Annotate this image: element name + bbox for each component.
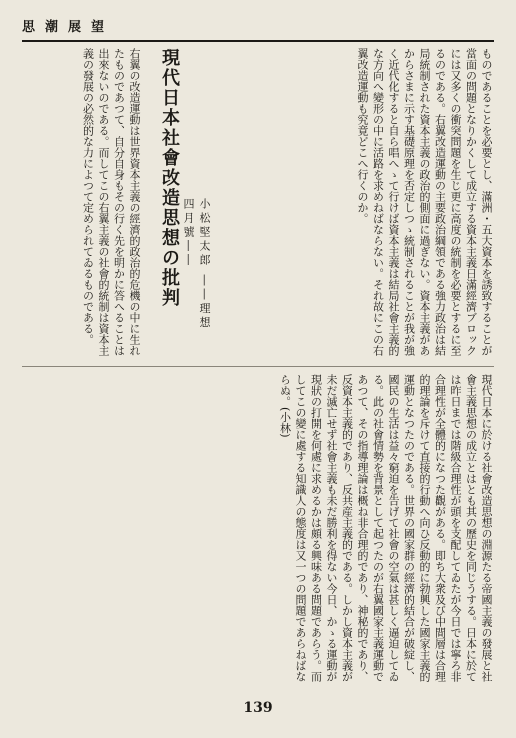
article-byline	[182, 198, 212, 358]
text-column-upper-left: 右翼の改造運動は世界資本主義の經濟的政治的危機の中に生れたものであつて、自分自身もその行く先を明かに答へることは出來ないのである。而してこの右翼主義の社會的統制は資本主義の發展の必然的な力によつて定められてゐるものである。	[81, 48, 141, 356]
text-column-lower: 現代日本に於ける社會改造思想の淵源たる帝國主義の發展と社會主義思想の成立とはとも其の歷史を同じうする。日本に於ては昨日までは階級合理性が頭を支配してゐたが今日では寧ろ非合理性が全體的になつた觀がある。即ち大衆及び中間層は合理的理論を斥けて直接的行動へ向ひ反動的に勃興した國家主義的運動となつたのである。世界の國家群の經濟的結合が破綻し、國民の生活は益々窮迫を告げて社會の空氣は甚しく逼迫してゐる。此の社會情勢を背景として起つたのが右翼國家主義運動であつて、その指導理論は概ね非合理的であり、神秘的であり、反資本主義的であり、反共産主義的である。しかし資本主義が未だ滅亡せず社會主義も未だ勝利を得ない今日、かゝる運動が現狀の打開を何處に求めるかは頗る興味ある問題であらう。而してこの變に處する知識人の態度は又一つの問題であらねばならぬ。(小林)	[278, 374, 493, 682]
article-body	[22, 48, 494, 688]
section-divider	[22, 366, 494, 367]
source-note: ――理想 四月號――	[182, 198, 211, 345]
text-column-upper-right: ものであることを必要とし、滿洲・五大資本を誘致することが當面の問題となりかくして成立する資本主義日滿經濟ブロックには又多くの衝突問題を生じ更に高度の統制を必要とするに至るのである。右翼改造運動の主要政治綱領である強力政治は結局統制された資本主義の政治的側面に過ぎない。資本主義があからさまに示す基礎原理を否定しつゝ統制されることが我が強く近代化すると自ら唱へゝて行けば資本主義は結局社會主義的な方向へ變形の中に活路を求めねばならない。それ故にこの右翼改造運動も究竟どこへ行くのか。	[356, 48, 493, 356]
article-title: 現代日本社會改造思想の批判	[159, 48, 180, 308]
header-rule	[22, 40, 494, 42]
author-name: 小松堅太郎	[198, 198, 211, 268]
page-number: 139	[243, 700, 273, 716]
header-title: 思潮展望	[22, 20, 115, 35]
page-header	[22, 12, 494, 38]
